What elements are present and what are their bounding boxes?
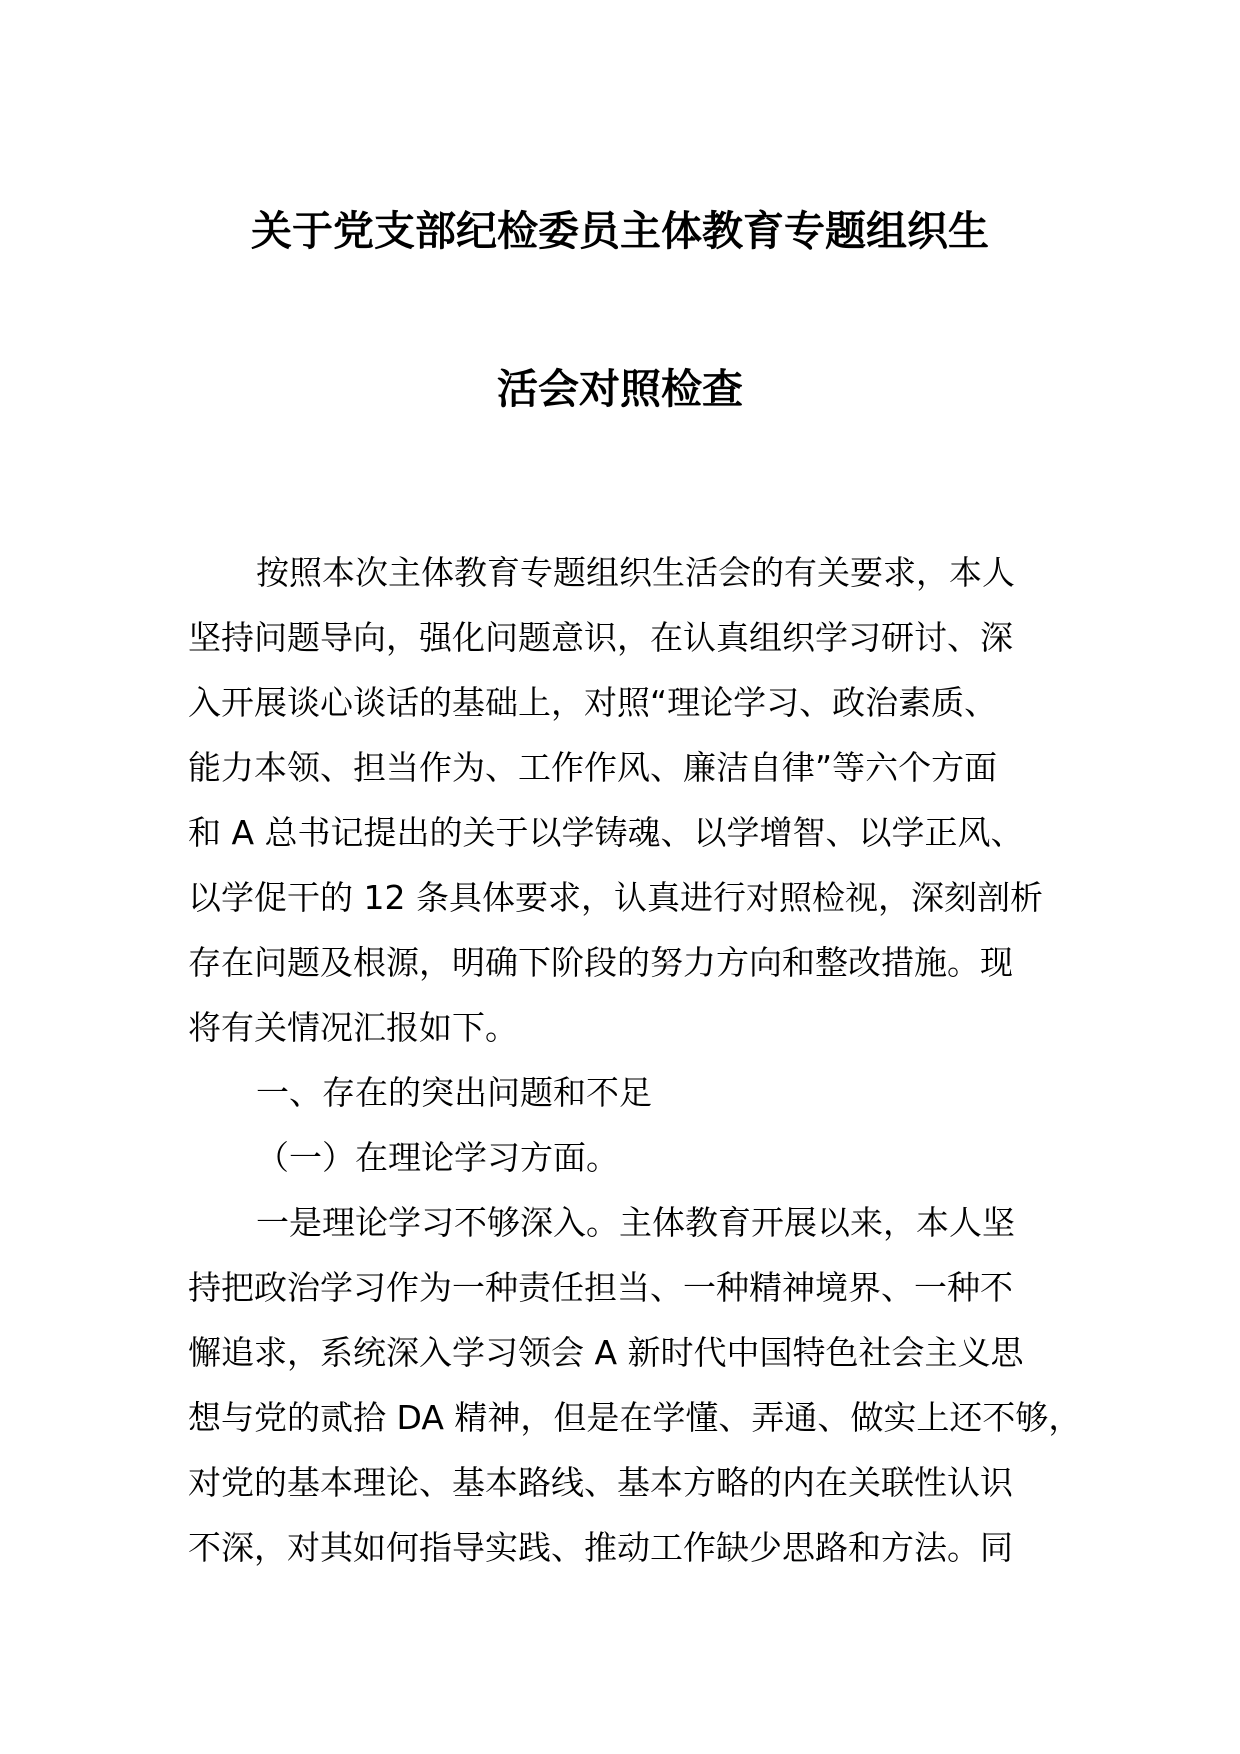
- document-body: [188, 540, 1082, 1580]
- body-line: 入开展谈心谈话的基础上，对照“理论学习、政治素质、: [188, 683, 998, 722]
- body-line: 以学促干的 12 条具体要求，认真进行对照检视，深刻剖析: [188, 878, 1043, 917]
- body-line: 持把政治学习作为一种责任担当、一种精神境界、一种不: [188, 1268, 1013, 1307]
- body-line: 存在问题及根源，明确下阶段的努力方向和整改措施。现: [188, 943, 1013, 982]
- body-line: 对党的基本理论、基本路线、基本方略的内在关联性认识: [188, 1463, 1013, 1502]
- body-line: 一是理论学习不够深入。主体教育开展以来，本人坚: [256, 1203, 1015, 1242]
- subsection-heading: （一）在理论学习方面。: [256, 1138, 619, 1177]
- document-title-line-2: 活会对照检查: [497, 365, 743, 413]
- section-heading: 一、存在的突出问题和不足: [256, 1073, 652, 1112]
- body-line: 懈追求，系统深入学习领会 A 新时代中国特色社会主义思: [188, 1333, 1024, 1372]
- body-line: 不深，对其如何指导实践、推动工作缺少思路和方法。同: [188, 1528, 1013, 1567]
- body-line: 和 A 总书记提出的关于以学铸魂、以学增智、以学正风、: [188, 813, 1024, 852]
- body-line: 想与党的贰拾 DA 精神，但是在学懂、弄通、做实上还不够，: [188, 1398, 1082, 1437]
- body-line: 按照本次主体教育专题组织生活会的有关要求，本人: [256, 553, 1015, 592]
- body-line: 能力本领、担当作为、工作作风、廉洁自律”等六个方面: [188, 748, 998, 787]
- body-line: 坚持问题导向，强化问题意识，在认真组织学习研讨、深: [188, 618, 1013, 657]
- document-title-line-1: 关于党支部纪检委员主体教育专题组织生: [251, 207, 989, 255]
- body-line: 将有关情况汇报如下。: [188, 1008, 518, 1047]
